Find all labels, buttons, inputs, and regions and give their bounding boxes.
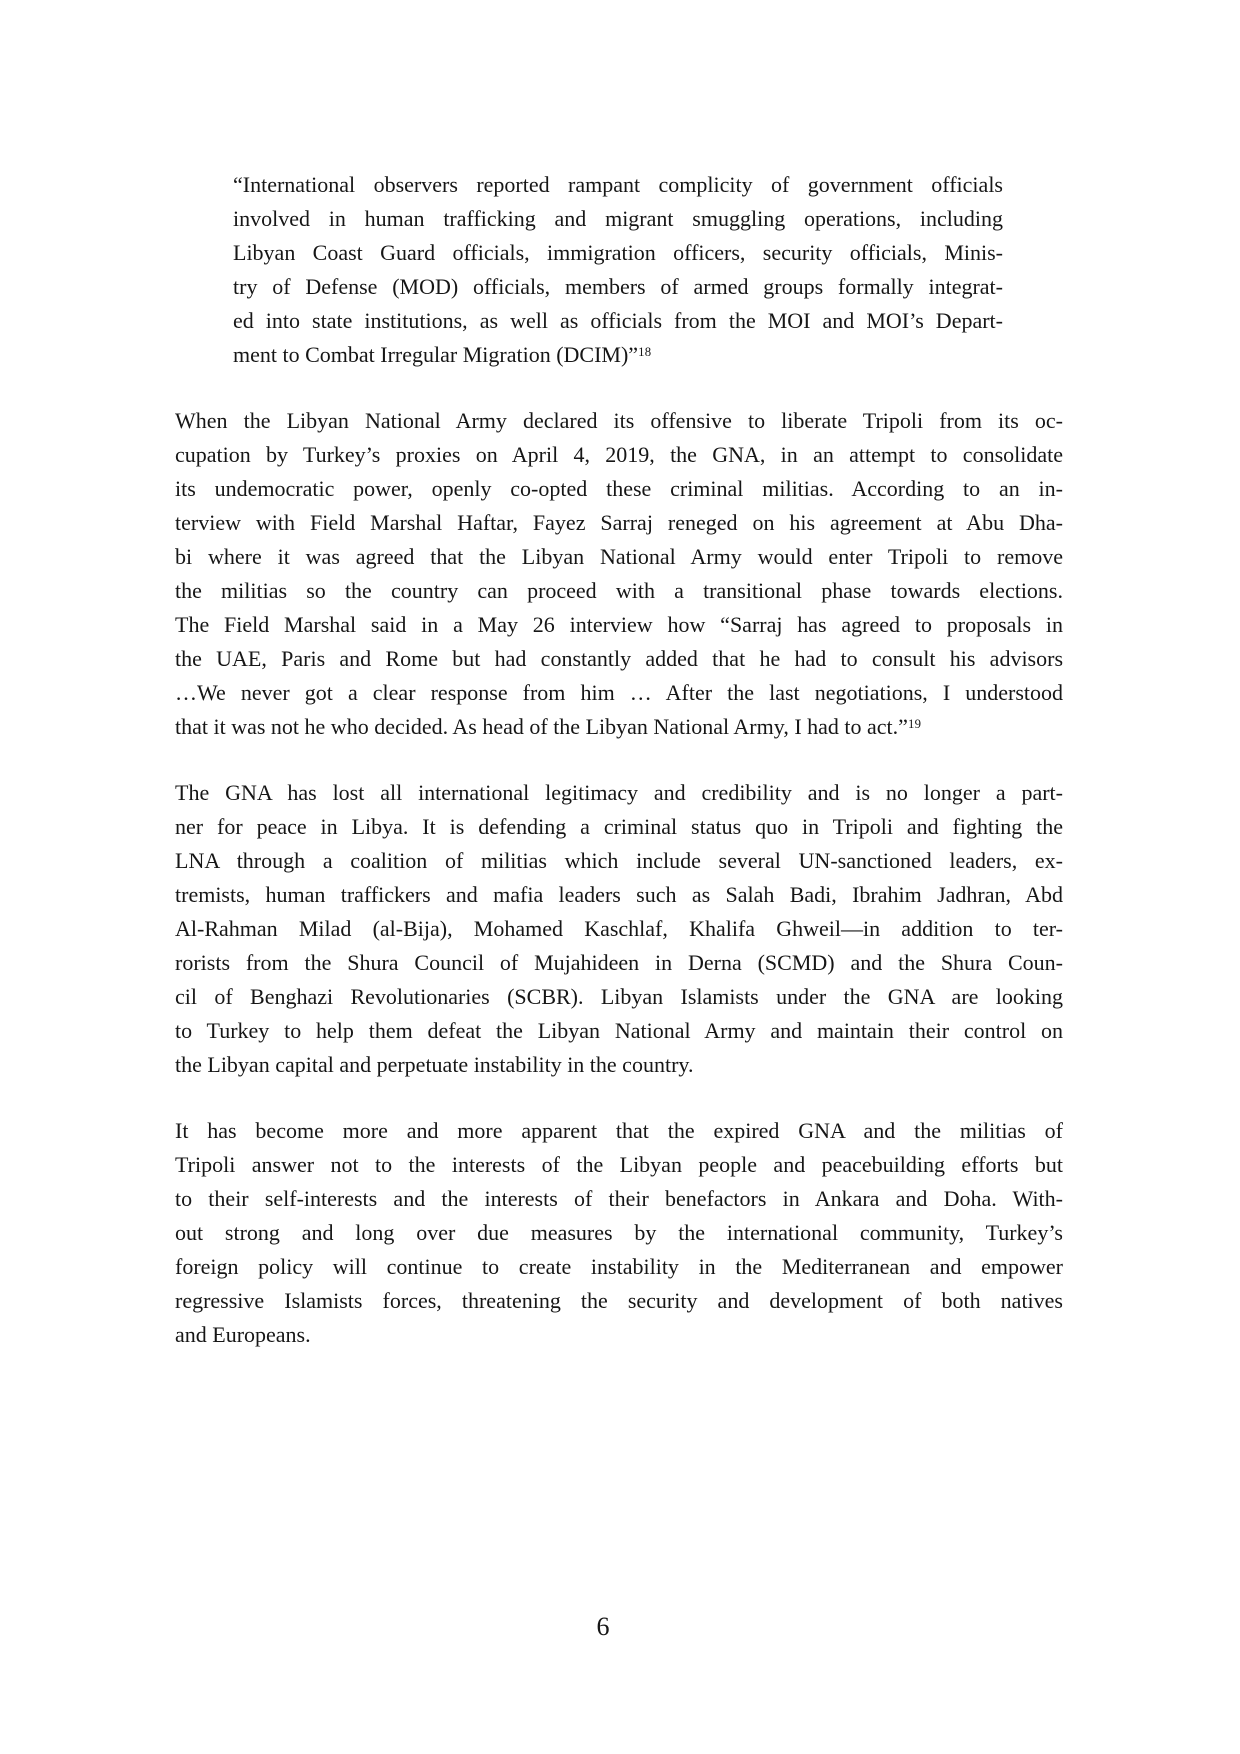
text-line: try of Defense (MOD) officials, members of armed groups formally integrat- (233, 274, 1003, 299)
text-line: LNA through a coalition of militias which include several UN-sanctioned leaders, ex- (175, 848, 1063, 873)
text-column (175, 168, 1063, 1384)
text-line: cil of Benghazi Revolutionaries (SCBR). Libyan Islamists under the GNA are looking (175, 984, 1063, 1009)
text-line: The Field Marshal said in a May 26 interview how “Sarraj has agreed to proposals in (175, 612, 1063, 637)
text-line: When the Libyan National Army declared its offensive to liberate Tripoli from its oc- (175, 408, 1063, 433)
text-line: out strong and long over due measures by the international community, Turkey’s (175, 1220, 1063, 1245)
text-line: The GNA has lost all international legitimacy and credibility and is no longer a part- (175, 780, 1063, 805)
text-line: ner for peace in Libya. It is defending a criminal status quo in Tripoli and fighting the (175, 814, 1063, 839)
para-lna-offensive (175, 404, 1063, 744)
text-line: It has become more and more apparent that the expired GNA and the militias of (175, 1118, 1063, 1143)
text-line: Tripoli answer not to the interests of the Libyan people and peacebuilding efforts but (175, 1152, 1063, 1177)
text-line: ed into state institutions, as well as officials from the MOI and MOI’s Depart- (233, 308, 1003, 333)
footnote-reference: 18 (638, 345, 652, 360)
quote-trafficking-complicity (233, 168, 1003, 372)
text-line: …We never got a clear response from him … After the last negotiations, I understood (175, 680, 1063, 705)
text-line: to their self-interests and the interests of their benefactors in Ankara and Doha. With- (175, 1186, 1063, 1211)
text-line: foreign policy will continue to create instability in the Mediterranean and empower (175, 1254, 1063, 1279)
para-expired-gna (175, 1114, 1063, 1352)
text-line: the UAE, Paris and Rome but had constantly added that he had to consult his advisors (175, 646, 1063, 671)
text-line: the militias so the country can proceed with a transitional phase towards elections. (175, 578, 1063, 603)
text-line: involved in human trafficking and migrant smuggling operations, including (233, 206, 1003, 231)
text-line: ment to Combat Irregular Migration (DCIM)”$^{18}$ (233, 342, 652, 367)
text-line: “International observers reported rampant complicity of government officials (233, 172, 1003, 197)
text-line: its undemocratic power, openly co-opted these criminal militias. According to an in- (175, 476, 1063, 501)
text-line: and Europeans. (175, 1322, 311, 1347)
text-line: bi where it was agreed that the Libyan National Army would enter Tripoli to remove (175, 544, 1063, 569)
text-line: Al-Rahman Milad (al-Bija), Mohamed Kaschlaf, Khalifa Ghweil—in addition to ter- (175, 916, 1063, 941)
text-line: Libyan Coast Guard officials, immigration officers, security officials, Minis- (233, 240, 1003, 265)
text-line: that it was not he who decided. As head of the Libyan National Army, I had to act.”$^{19}$ (175, 714, 922, 739)
text-line: rorists from the Shura Council of Mujahideen in Derna (SCMD) and the Shura Coun- (175, 950, 1063, 975)
para-gna-legitimacy (175, 776, 1063, 1082)
page-number: 6 (596, 1612, 610, 1641)
text-line: the Libyan capital and perpetuate instability in the country. (175, 1052, 694, 1077)
text-line: terview with Field Marshal Haftar, Fayez Sarraj reneged on his agreement at Abu Dha- (175, 510, 1063, 535)
text-line: tremists, human traffickers and mafia leaders such as Salah Badi, Ibrahim Jadhran, Abd (175, 882, 1063, 907)
text-line: regressive Islamists forces, threatening the security and development of both natives (175, 1288, 1063, 1313)
text-line: to Turkey to help them defeat the Libyan National Army and maintain their control on (175, 1018, 1063, 1043)
text-line: cupation by Turkey’s proxies on April 4, 2019, the GNA, in an attempt to consolidate (175, 442, 1063, 467)
footnote-reference: 19 (907, 717, 922, 732)
